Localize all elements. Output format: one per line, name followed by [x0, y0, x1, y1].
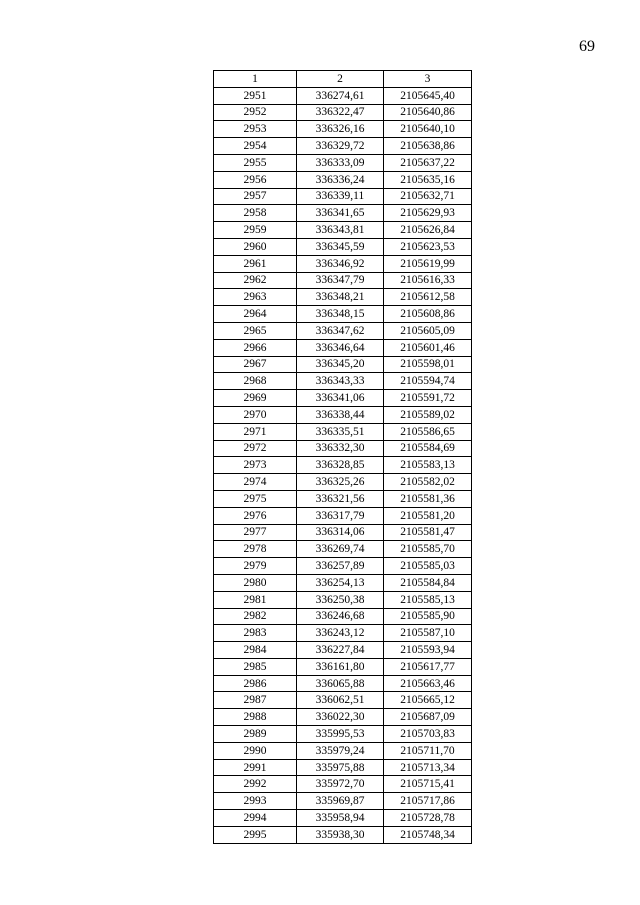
table-row — [214, 289, 472, 306]
cell-point-number: 2953 — [214, 121, 297, 138]
cell-y: 2105638,86 — [384, 138, 472, 155]
cell-point-number: 2954 — [214, 138, 297, 155]
table-row — [214, 457, 472, 474]
table-body — [214, 87, 472, 843]
cell-x: 336274,61 — [297, 87, 384, 104]
table-row — [214, 726, 472, 743]
cell-point-number: 2959 — [214, 222, 297, 239]
cell-x: 336250,38 — [297, 591, 384, 608]
table-row — [214, 121, 472, 138]
cell-x: 336246,68 — [297, 608, 384, 625]
cell-point-number: 2952 — [214, 104, 297, 121]
cell-y: 2105665,12 — [384, 692, 472, 709]
cell-y: 2105612,58 — [384, 289, 472, 306]
table-row — [214, 642, 472, 659]
table-row — [214, 474, 472, 491]
table-row — [214, 742, 472, 759]
cell-y: 2105583,13 — [384, 457, 472, 474]
cell-point-number: 2957 — [214, 188, 297, 205]
cell-y: 2105728,78 — [384, 810, 472, 827]
header-cell-x: 2 — [297, 71, 384, 88]
cell-point-number: 2981 — [214, 591, 297, 608]
cell-x: 336346,92 — [297, 255, 384, 272]
cell-x: 336348,15 — [297, 306, 384, 323]
table-row — [214, 625, 472, 642]
cell-point-number: 2985 — [214, 658, 297, 675]
cell-y: 2105715,41 — [384, 776, 472, 793]
page-number: 69 — [579, 38, 595, 55]
cell-x: 336328,85 — [297, 457, 384, 474]
table-row — [214, 188, 472, 205]
cell-point-number: 2992 — [214, 776, 297, 793]
cell-y: 2105586,65 — [384, 423, 472, 440]
table-row — [214, 541, 472, 558]
table-row — [214, 574, 472, 591]
table-row — [214, 692, 472, 709]
cell-point-number: 2970 — [214, 406, 297, 423]
cell-x: 336343,33 — [297, 373, 384, 390]
cell-x: 336243,12 — [297, 625, 384, 642]
cell-x: 336348,21 — [297, 289, 384, 306]
cell-x: 336161,80 — [297, 658, 384, 675]
cell-x: 336317,79 — [297, 507, 384, 524]
header-cell-point-number: 1 — [214, 71, 297, 88]
table-row — [214, 524, 472, 541]
cell-point-number: 2962 — [214, 272, 297, 289]
cell-y: 2105598,01 — [384, 356, 472, 373]
cell-point-number: 2986 — [214, 675, 297, 692]
cell-x: 336314,06 — [297, 524, 384, 541]
cell-x: 336269,74 — [297, 541, 384, 558]
cell-y: 2105605,09 — [384, 322, 472, 339]
cell-x: 336257,89 — [297, 558, 384, 575]
table-row — [214, 205, 472, 222]
cell-y: 2105587,10 — [384, 625, 472, 642]
table-row — [214, 440, 472, 457]
table-row — [214, 558, 472, 575]
cell-x: 336326,16 — [297, 121, 384, 138]
table-row — [214, 339, 472, 356]
cell-point-number: 2975 — [214, 490, 297, 507]
header-cell-y: 3 — [384, 71, 472, 88]
cell-x: 336341,06 — [297, 390, 384, 407]
cell-y: 2105581,47 — [384, 524, 472, 541]
cell-y: 2105593,94 — [384, 642, 472, 659]
table-row — [214, 356, 472, 373]
table-row — [214, 423, 472, 440]
table-row — [214, 390, 472, 407]
cell-x: 336329,72 — [297, 138, 384, 155]
cell-y: 2105585,70 — [384, 541, 472, 558]
cell-y: 2105608,86 — [384, 306, 472, 323]
cell-y: 2105581,36 — [384, 490, 472, 507]
cell-y: 2105585,13 — [384, 591, 472, 608]
cell-y: 2105591,72 — [384, 390, 472, 407]
cell-point-number: 2972 — [214, 440, 297, 457]
table-row — [214, 608, 472, 625]
cell-y: 2105584,69 — [384, 440, 472, 457]
cell-point-number: 2955 — [214, 154, 297, 171]
table-row — [214, 104, 472, 121]
cell-point-number: 2958 — [214, 205, 297, 222]
cell-x: 335979,24 — [297, 742, 384, 759]
cell-y: 2105632,71 — [384, 188, 472, 205]
cell-y: 2105748,34 — [384, 826, 472, 843]
cell-point-number: 2991 — [214, 759, 297, 776]
cell-x: 335972,70 — [297, 776, 384, 793]
cell-y: 2105581,20 — [384, 507, 472, 524]
cell-point-number: 2969 — [214, 390, 297, 407]
cell-x: 336341,65 — [297, 205, 384, 222]
cell-point-number: 2978 — [214, 541, 297, 558]
cell-x: 336227,84 — [297, 642, 384, 659]
cell-x: 336254,13 — [297, 574, 384, 591]
table-row — [214, 507, 472, 524]
cell-y: 2105616,33 — [384, 272, 472, 289]
cell-y: 2105582,02 — [384, 474, 472, 491]
cell-y: 2105629,93 — [384, 205, 472, 222]
coordinates-table — [213, 70, 472, 844]
table-row — [214, 322, 472, 339]
cell-point-number: 2961 — [214, 255, 297, 272]
cell-x: 336065,88 — [297, 675, 384, 692]
cell-point-number: 2993 — [214, 793, 297, 810]
cell-x: 336321,56 — [297, 490, 384, 507]
cell-x: 336347,62 — [297, 322, 384, 339]
cell-y: 2105687,09 — [384, 709, 472, 726]
cell-point-number: 2990 — [214, 742, 297, 759]
cell-x: 336332,30 — [297, 440, 384, 457]
cell-y: 2105584,84 — [384, 574, 472, 591]
table-row — [214, 272, 472, 289]
cell-x: 335958,94 — [297, 810, 384, 827]
cell-y: 2105617,77 — [384, 658, 472, 675]
cell-x: 335938,30 — [297, 826, 384, 843]
cell-point-number: 2974 — [214, 474, 297, 491]
cell-point-number: 2976 — [214, 507, 297, 524]
table-header-row — [214, 71, 472, 88]
cell-x: 336345,20 — [297, 356, 384, 373]
cell-point-number: 2963 — [214, 289, 297, 306]
cell-y: 2105594,74 — [384, 373, 472, 390]
cell-y: 2105589,02 — [384, 406, 472, 423]
cell-x: 336345,59 — [297, 238, 384, 255]
cell-y: 2105645,40 — [384, 87, 472, 104]
cell-x: 336325,26 — [297, 474, 384, 491]
cell-point-number: 2988 — [214, 709, 297, 726]
table-row — [214, 709, 472, 726]
cell-point-number: 2987 — [214, 692, 297, 709]
table-row — [214, 138, 472, 155]
cell-x: 336322,47 — [297, 104, 384, 121]
table-row — [214, 658, 472, 675]
cell-point-number: 2979 — [214, 558, 297, 575]
table-row — [214, 87, 472, 104]
cell-point-number: 2989 — [214, 726, 297, 743]
cell-x: 336333,09 — [297, 154, 384, 171]
cell-point-number: 2966 — [214, 339, 297, 356]
cell-point-number: 2982 — [214, 608, 297, 625]
cell-point-number: 2995 — [214, 826, 297, 843]
cell-y: 2105717,86 — [384, 793, 472, 810]
cell-point-number: 2983 — [214, 625, 297, 642]
cell-x: 336336,24 — [297, 171, 384, 188]
cell-y: 2105585,03 — [384, 558, 472, 575]
table-row — [214, 154, 472, 171]
cell-y: 2105640,10 — [384, 121, 472, 138]
cell-y: 2105713,34 — [384, 759, 472, 776]
cell-point-number: 2965 — [214, 322, 297, 339]
cell-x: 336339,11 — [297, 188, 384, 205]
table-row — [214, 222, 472, 239]
cell-y: 2105623,53 — [384, 238, 472, 255]
table-row — [214, 776, 472, 793]
cell-x: 336062,51 — [297, 692, 384, 709]
cell-point-number: 2967 — [214, 356, 297, 373]
table-row — [214, 591, 472, 608]
table-row — [214, 406, 472, 423]
cell-x: 335995,53 — [297, 726, 384, 743]
cell-y: 2105585,90 — [384, 608, 472, 625]
cell-point-number: 2971 — [214, 423, 297, 440]
table-row — [214, 373, 472, 390]
cell-point-number: 2951 — [214, 87, 297, 104]
cell-point-number: 2968 — [214, 373, 297, 390]
cell-x: 335969,87 — [297, 793, 384, 810]
cell-point-number: 2977 — [214, 524, 297, 541]
table-row — [214, 490, 472, 507]
cell-x: 336346,64 — [297, 339, 384, 356]
table-row — [214, 675, 472, 692]
cell-point-number: 2964 — [214, 306, 297, 323]
cell-y: 2105619,99 — [384, 255, 472, 272]
cell-y: 2105703,83 — [384, 726, 472, 743]
cell-point-number: 2973 — [214, 457, 297, 474]
table-row — [214, 171, 472, 188]
cell-y: 2105663,46 — [384, 675, 472, 692]
table-row — [214, 793, 472, 810]
table-row — [214, 306, 472, 323]
cell-x: 336347,79 — [297, 272, 384, 289]
cell-point-number: 2956 — [214, 171, 297, 188]
cell-x: 336338,44 — [297, 406, 384, 423]
cell-x: 336343,81 — [297, 222, 384, 239]
table-row — [214, 810, 472, 827]
cell-y: 2105711,70 — [384, 742, 472, 759]
cell-point-number: 2980 — [214, 574, 297, 591]
cell-y: 2105626,84 — [384, 222, 472, 239]
cell-x: 336022,30 — [297, 709, 384, 726]
cell-y: 2105640,86 — [384, 104, 472, 121]
table-row — [214, 238, 472, 255]
table-row — [214, 826, 472, 843]
cell-y: 2105601,46 — [384, 339, 472, 356]
cell-y: 2105637,22 — [384, 154, 472, 171]
cell-x: 336335,51 — [297, 423, 384, 440]
cell-point-number: 2994 — [214, 810, 297, 827]
table-row — [214, 759, 472, 776]
cell-point-number: 2984 — [214, 642, 297, 659]
table-row — [214, 255, 472, 272]
cell-point-number: 2960 — [214, 238, 297, 255]
cell-y: 2105635,16 — [384, 171, 472, 188]
cell-x: 335975,88 — [297, 759, 384, 776]
